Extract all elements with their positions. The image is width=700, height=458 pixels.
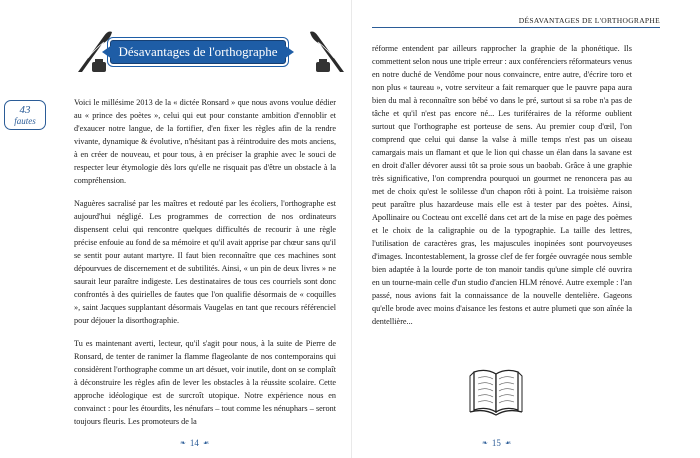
folio-number: 15 bbox=[491, 438, 501, 448]
running-header: DÉSAVANTAGES DE L'ORTHOGRAPHE bbox=[518, 16, 660, 25]
page-number-right bbox=[482, 438, 511, 448]
folio-number: 14 bbox=[189, 438, 199, 448]
faults-count: 43 bbox=[19, 103, 31, 116]
right-page bbox=[352, 0, 700, 458]
right-body-text bbox=[372, 42, 632, 338]
paragraph: Tu es maintenant averti, lecteur, qu'il s'agit pour nous, à la suite de Pierre de Ronsard, de tenter de ranimer la flamme flageolante de nos contemporains qui considèrent l'orthographe comme un art désuet, voir inutile, dont on se complaît à déconstruire les règles afin de lever les obstacles à la réussite scolaire. Cette approche idéologique est de surcroît utopique. Notre expérience nous en convainct : pour les étourdits, les nénufars – tout comme les nénuphars – seront toujours fleuris. Les promoteurs de la bbox=[74, 339, 336, 426]
page-title: Désavantages de l'orthographe bbox=[110, 40, 286, 64]
left-body-text bbox=[74, 96, 336, 438]
faults-label: fautes bbox=[14, 115, 36, 126]
ornament-icon: ☙ bbox=[504, 439, 512, 447]
open-book-icon bbox=[466, 362, 526, 418]
paragraph: Voici le millésime 2013 de la « dictée Ronsard » que nous avons voulue dédier au « prince des poètes », celui qui eut pour constante ambition d'ennoblir et d'exaucer notre langue, de la fortifier, d'en fixer les règles afin de la rendre vivante, dynamique & évolutive, n'hésitant pas à réintroduire des mots anciens, à en créer de nouveau, et pour tous, à en préciser la graphie avec le souci de respecter leur étymologie dès lors qu'elle ne risquait pas d'être un obstacle à la compréhension. bbox=[74, 98, 336, 185]
paragraph: Naguères sacralisé par les maîtres et redouté par les écoliers, l'orthographe est aujourd'hui négligé. Les programmes de correction de nos ordinateurs dispensent celui qui rencontre quelques difficultés de recourir à une règle précise enfouie au fond de sa mémoire et qu'il avait apprise par chœur sans qu'il se sentit pour autant martyre. Il faut bien reconnaître que ces machines sont dépourvues de discernement et de subtilités. Ainsi, « un pin de deux livres » ne saurait leur paraître indigeste. Les destinataires de tous ces courriels sont donc confrontés à des quirielles de fautes que l'on qualifie désormais de « coquilles », saint Jacques supplantant désormais Vaugelas en tant que recours référenciel pour déjouer la disorthographie. bbox=[74, 199, 336, 325]
title-banner bbox=[74, 28, 348, 78]
paragraph: réforme entendent par ailleurs rapprocher la graphie de la phonétique. Ils commettent selon nous une triple erreur : aux conférenciers réformateurs venus en notre duché de Vendôme pour nous convaincre, entre autre, d'écrire toro et non plus « taureau », votre serviteur a fait remarquer que le pauvre papa aura bien du mal à reconnaître son bébé vo dans le pré, surtout si sa robe n'a pas de tâche et qu'il n'est pas encore né... Les turiféraires de la réforme oublient surtout que l'orthographe est porteuse de sens. Au premier coup d'œil, l'on comprend que celui qui danse la valse à mille temps n'est pas un oiseau camargais mais un flamant et que le lion qui chasse un élan dans la savane est en droit d'aller dévorer aussi tôt sa proie sous un baobab. Grâce à une graphie très significative, l'on comprendra pourquoi un gourmet ne renoncera pas au met de choix qu'est le solilesse d'un chapon rôti à point. La troisième raison peut paraître plus hazardeuse mais elle est à tester par des poètes. Ainsi, Apollinaire ou Cocteau ont excellé dans cet art de la mise en page des poèmes et le choix de la caligraphie ou de la typographie. La taille des lettres, l'utilisation de caractères gras, les majuscules inopinées sont pourvoyeuses d'images. Incontestablement, la grosse clef de fer forgée ouvragée nous semble bien adaptée à la lourde porte de ton manoir tandis qu'une simple clé ouvrira en un tourne-main celle d'un studio d'ancien HLM rénové. Autre exemple : l'an passé, nous avions fait la connaissance de la nouvelle dentelière. Gageons qu'elle brode avec moins d'aisance les festons et autre plumeti que son aînée la dentellière... bbox=[372, 44, 632, 326]
ornament-icon: ☙ bbox=[202, 439, 210, 447]
ornament-icon: ❧ bbox=[180, 439, 186, 447]
quill-inkwell-right-icon bbox=[308, 28, 348, 74]
faults-badge bbox=[4, 100, 46, 130]
header-rule bbox=[372, 27, 660, 28]
ornament-icon: ❧ bbox=[482, 439, 488, 447]
page-number-left bbox=[180, 438, 209, 448]
